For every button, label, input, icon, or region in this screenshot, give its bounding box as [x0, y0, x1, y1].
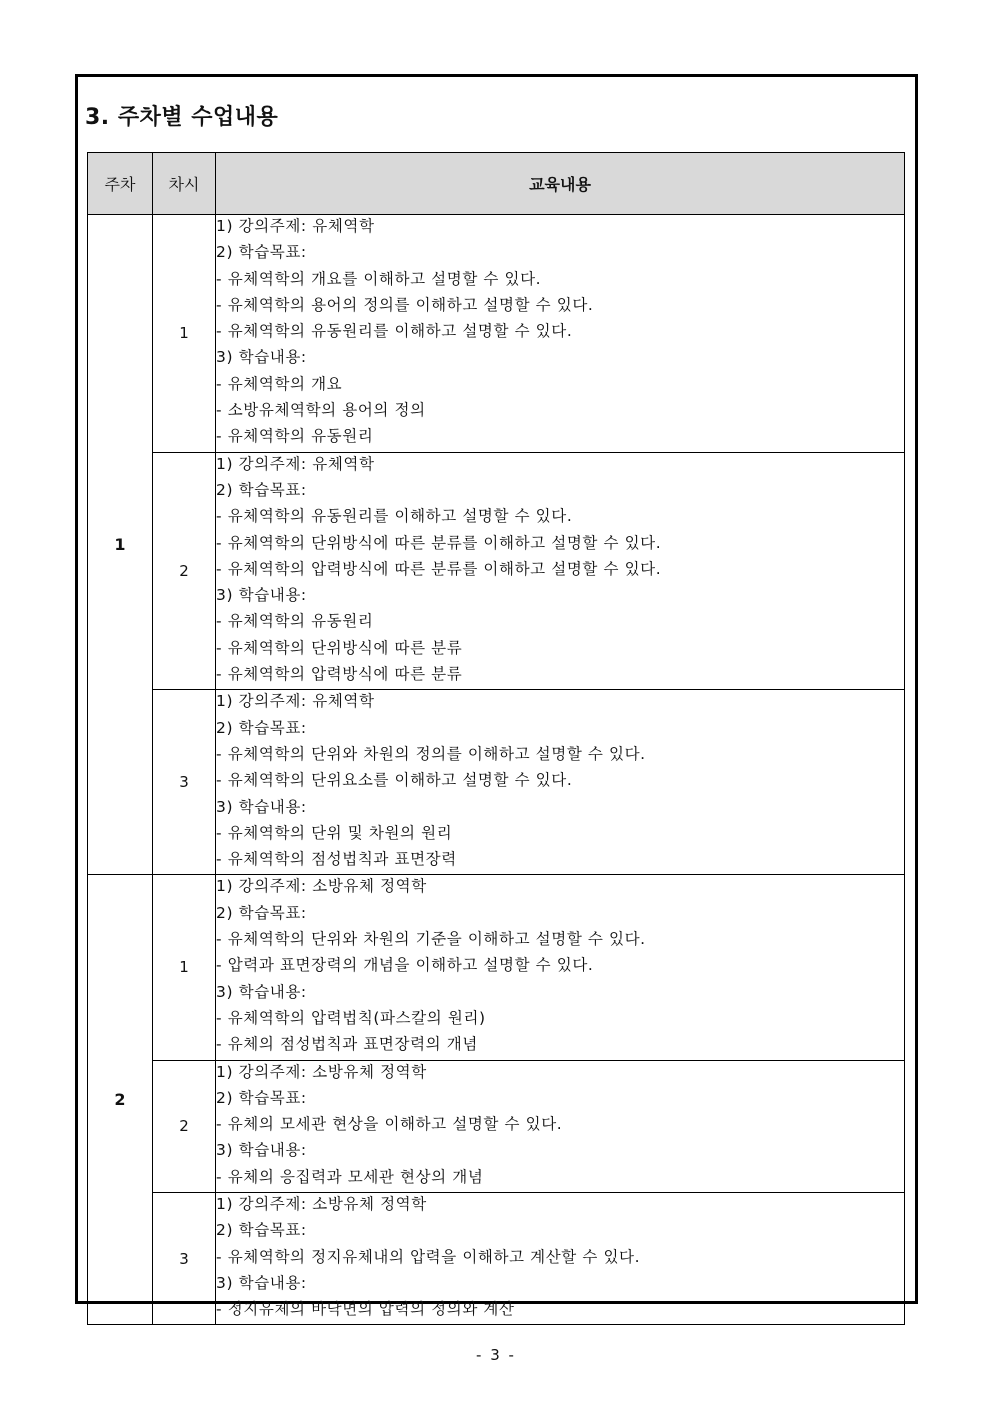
content-cell [216, 452, 905, 690]
session-cell: 3 [153, 1192, 216, 1324]
content-cell [216, 875, 905, 1060]
content-line: 2) 학습목표: [216, 1221, 307, 1240]
session-cell: 2 [153, 452, 216, 690]
schedule-row [88, 1192, 905, 1324]
content-line: - 소방유체역학의 용어의 정의 [216, 401, 426, 420]
schedule-row [88, 215, 905, 453]
section-title: 3. 주차별 수업내용 [85, 105, 279, 130]
content-cell [216, 1060, 905, 1192]
content-cell [216, 1192, 905, 1324]
content-line: - 유체역학의 유동원리 [216, 427, 374, 446]
content-cell [216, 690, 905, 875]
schedule-row [88, 452, 905, 690]
content-line: 1) 강의주제: 유체역학 [216, 217, 375, 235]
content-line: 3) 학습내용: [216, 1273, 307, 1292]
content-line: 3) 학습내용: [216, 586, 307, 605]
content-line: - 유체역학의 점성법칙과 표면장력 [216, 850, 457, 869]
content-line: - 유체역학의 압력법칙(파스칼의 원리) [216, 1008, 486, 1027]
content-line: - 유체역학의 유동원리를 이해하고 설명할 수 있다. [216, 322, 573, 341]
schedule-row [88, 690, 905, 875]
content-line: 2) 학습목표: [216, 243, 307, 262]
content-line: - 유체역학의 단위 및 차원의 원리 [216, 823, 453, 842]
content-line: - 유체역학의 단위와 차원의 정의를 이해하고 설명할 수 있다. [216, 744, 646, 763]
content-line: 3) 학습내용: [216, 1141, 307, 1160]
content-line: - 유체역학의 단위방식에 따른 분류를 이해하고 설명할 수 있다. [216, 533, 662, 552]
content-line: 3) 학습내용: [216, 982, 307, 1001]
content-line: 1) 강의주제: 소방유체 정역학 [216, 1194, 427, 1213]
content-line: 3) 학습내용: [216, 797, 307, 816]
header-content: 교육내용 [216, 153, 905, 215]
content-line: - 압력과 표면장력의 개념을 이해하고 설명할 수 있다. [216, 956, 594, 975]
content-line: - 유체역학의 개요를 이해하고 설명할 수 있다. [216, 269, 542, 288]
schedule-row [88, 875, 905, 1060]
weekly-schedule-table [87, 152, 905, 1325]
content-line: - 유체역학의 정지유체내의 압력을 이해하고 계산할 수 있다. [216, 1247, 641, 1266]
header-week: 주차 [88, 153, 153, 215]
content-line: 1) 강의주제: 유체역학 [216, 692, 375, 711]
session-cell: 1 [153, 215, 216, 453]
content-line: 2) 학습목표: [216, 903, 307, 922]
content-line: - 유체역학의 유동원리 [216, 612, 374, 631]
week-cell: 1 [88, 215, 153, 875]
session-cell: 3 [153, 690, 216, 875]
session-cell: 2 [153, 1060, 216, 1192]
schedule-body [88, 215, 905, 1325]
content-line: - 유체의 점성법칙과 표면장력의 개념 [216, 1035, 478, 1054]
schedule-row [88, 1060, 905, 1192]
content-line: 2) 학습목표: [216, 718, 307, 737]
content-line: - 유체역학의 용어의 정의를 이해하고 설명할 수 있다. [216, 295, 594, 314]
content-line: - 유체역학의 압력방식에 따른 분류 [216, 665, 463, 684]
header-row [88, 153, 905, 215]
content-line: - 정지유체의 바닥면의 압력의 정의와 계산 [216, 1300, 515, 1319]
content-line: - 유체역학의 압력방식에 따른 분류를 이해하고 설명할 수 있다. [216, 559, 662, 578]
content-line: 1) 강의주제: 소방유체 정역학 [216, 1062, 427, 1081]
content-line: - 유체의 응집력과 모세관 현상의 개념 [216, 1167, 484, 1186]
page-number: - 3 - [476, 1346, 516, 1364]
week-cell: 2 [88, 875, 153, 1325]
content-line: - 유체역학의 유동원리를 이해하고 설명할 수 있다. [216, 507, 573, 526]
content-line: 3) 학습내용: [216, 348, 307, 367]
content-line: - 유체역학의 단위요소를 이해하고 설명할 수 있다. [216, 771, 573, 790]
content-line: - 유체역학의 단위방식에 따른 분류 [216, 638, 463, 657]
header-session: 차시 [153, 153, 216, 215]
content-line: 2) 학습목표: [216, 480, 307, 499]
content-line: 2) 학습목표: [216, 1088, 307, 1107]
content-line: - 유체역학의 개요 [216, 374, 343, 393]
content-line: 1) 강의주제: 소방유체 정역학 [216, 877, 427, 896]
content-line: - 유체역학의 단위와 차원의 기준을 이해하고 설명할 수 있다. [216, 930, 646, 949]
session-cell: 1 [153, 875, 216, 1060]
content-cell [216, 215, 905, 453]
content-line: 1) 강의주제: 유체역학 [216, 454, 375, 473]
content-line: - 유체의 모세관 현상을 이해하고 설명할 수 있다. [216, 1115, 563, 1134]
